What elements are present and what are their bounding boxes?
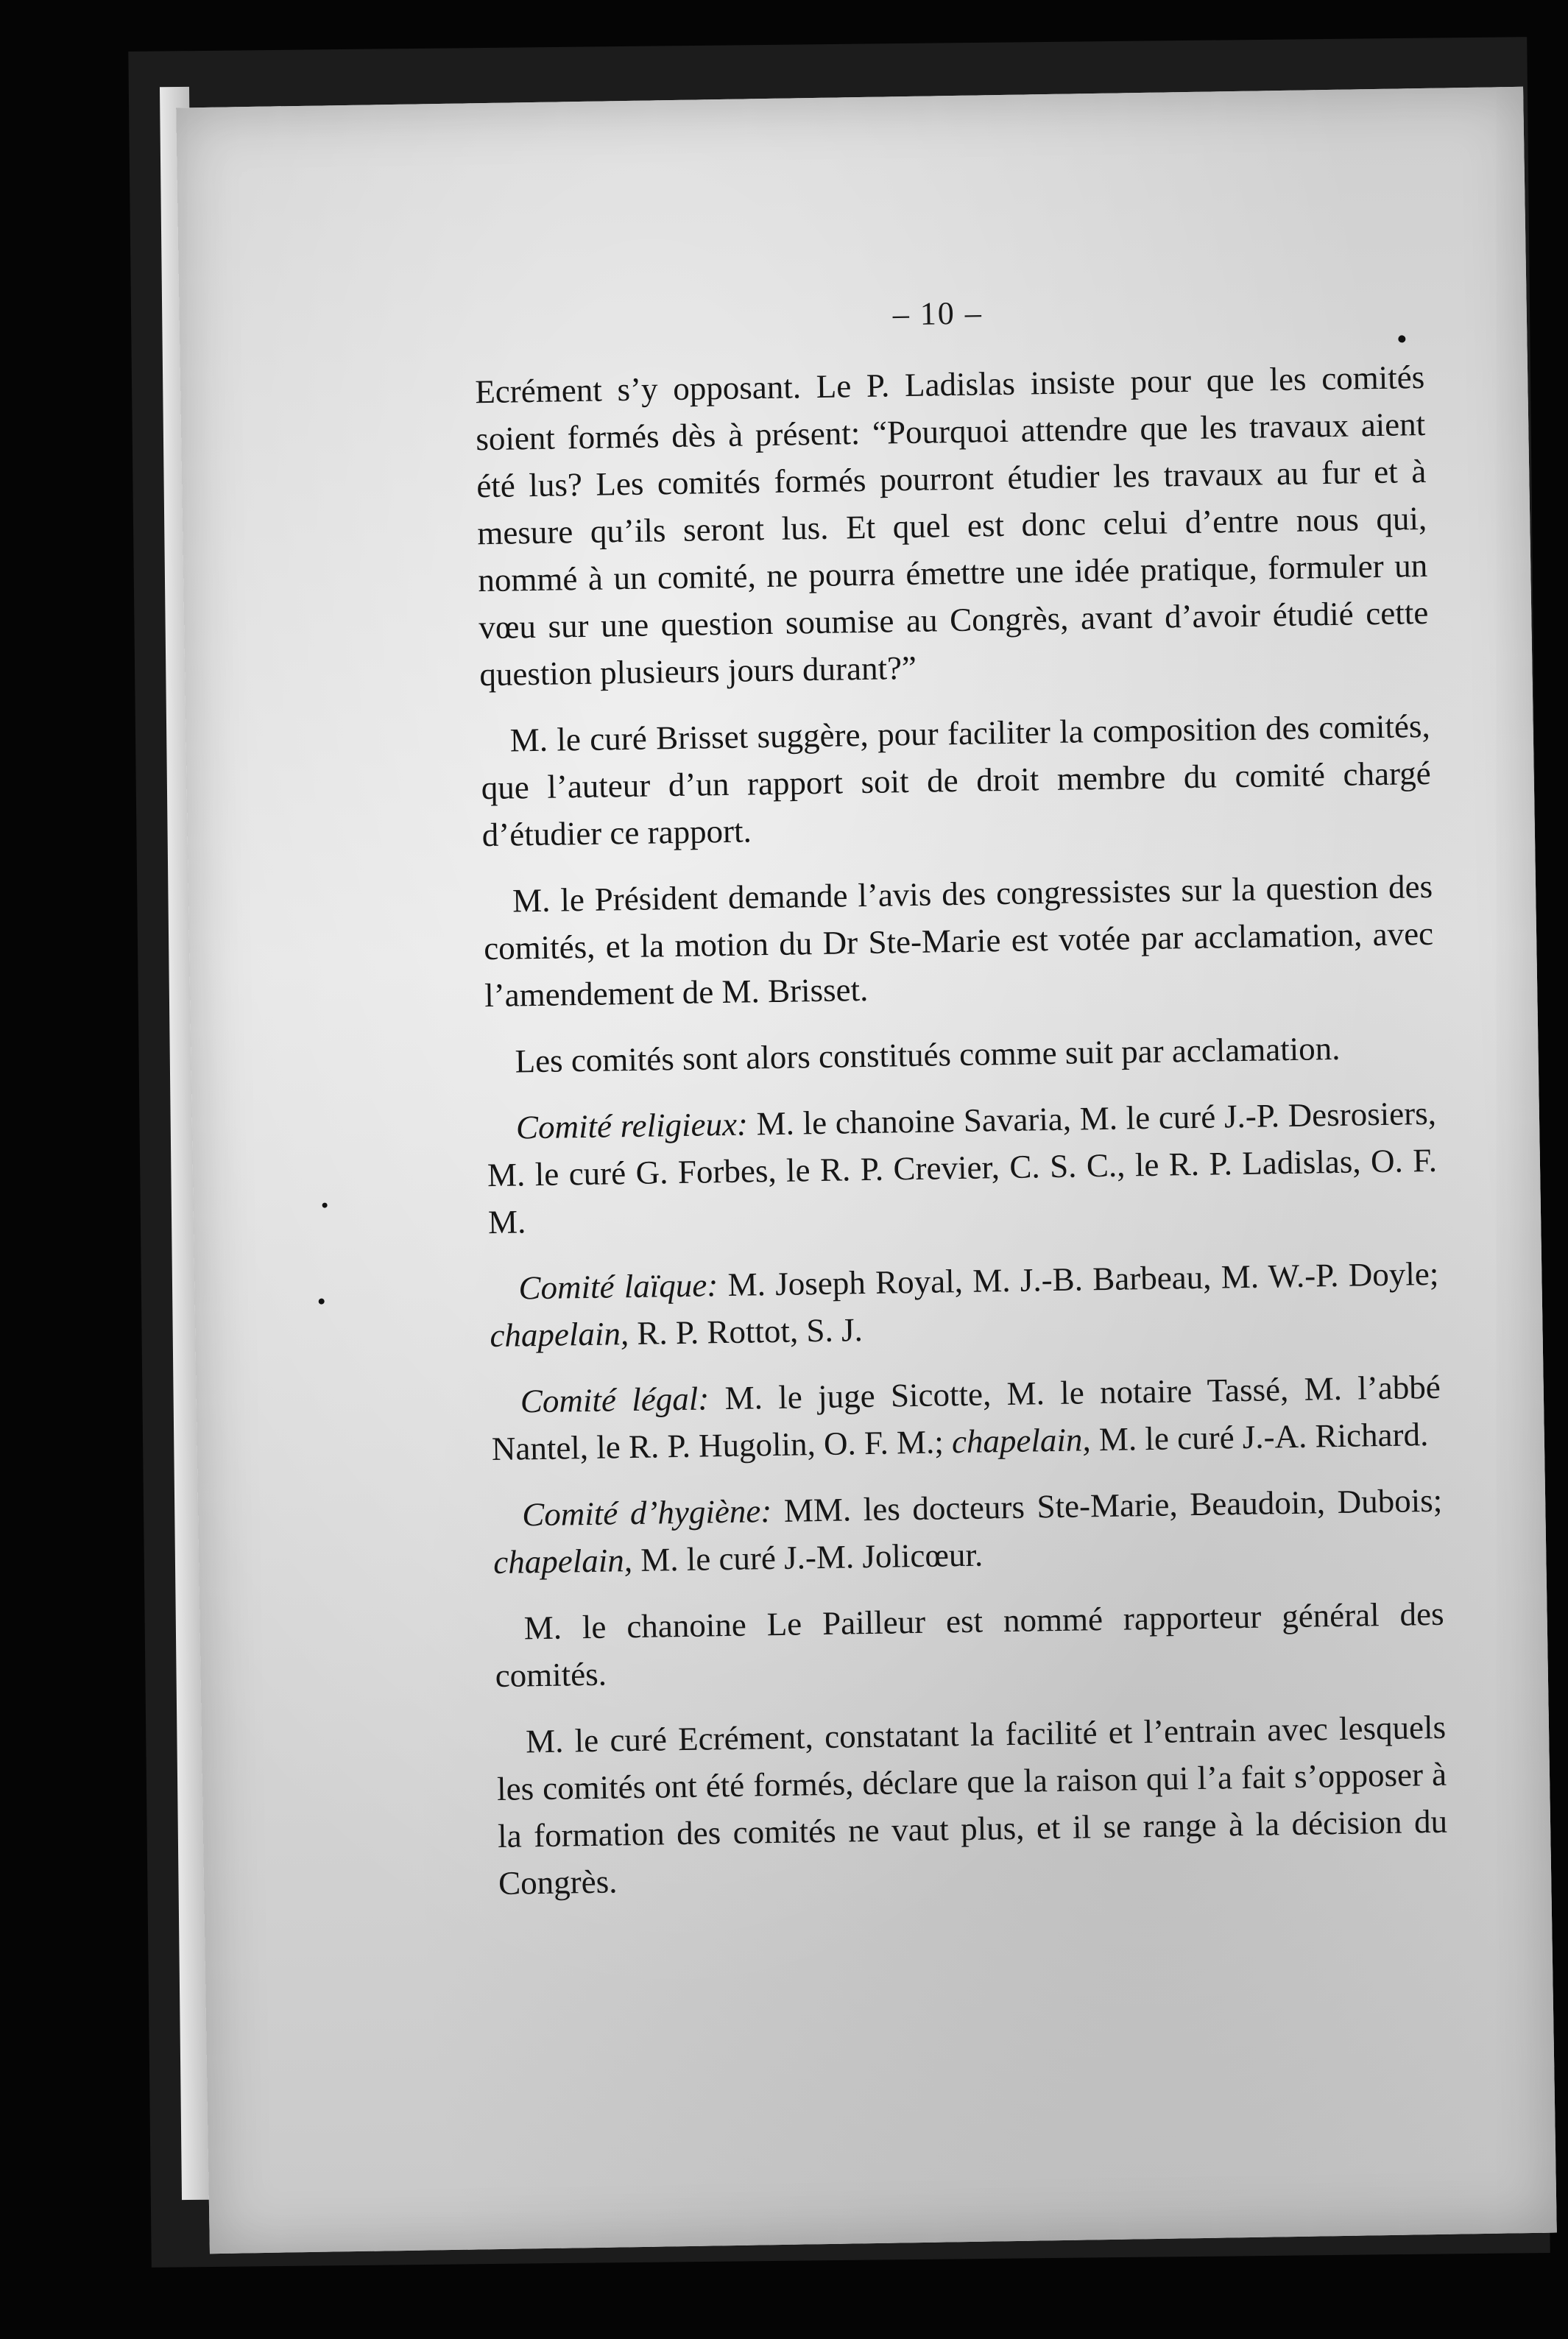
committee-hygiene-chaplain-label: chapelain, <box>492 1542 633 1581</box>
committee-religious-members: M. le chanoine Savaria, M. le curé J.-P. Desrosiers, M. le curé G. Forbes, le R. P. Crevier, C. S. C., le R. P. Ladislas, O. F. M. <box>487 1094 1438 1241</box>
committee-hygiene-members: MM. les docteurs Ste-Marie, Beaudoin, Dubois; <box>771 1481 1443 1530</box>
speck <box>322 1203 328 1208</box>
paragraph-conclusion: M. le curé Ecrément, constatant la facilité et l’entrain avec lesquels les comités ont été formés, déclare que la raison qui l’a fait s’opposer à la formation des comités ne vaut plus, et il se range à la décision du Congrès. <box>496 1708 1448 1902</box>
book-page <box>176 87 1557 2254</box>
committee-hygiene-chaplain: M. le curé J.-M. Jolicœur. <box>632 1536 983 1579</box>
committee-legal-members: M. le juge Sicotte, M. le notaire Tassé, M. l’abbé Nantel, le R. P. Hugolin, O. F. M.; <box>491 1368 1441 1468</box>
paragraph-4: Les comités sont alors constitués comme suit par acclamation. <box>515 1029 1341 1080</box>
committee-lay-label: Comité laïque: <box>518 1266 718 1307</box>
paragraph-3: M. le Président demande l’avis des congressistes sur la question des comités, et la motion du Dr Ste-Marie est votée par acclamation, avec l’amendement de M. Brisset. <box>483 867 1434 1015</box>
committee-lay-chaplain-label: chapelain, <box>490 1315 629 1355</box>
committee-legal-label: Comité légal: <box>520 1380 710 1420</box>
paragraph-2: M. le curé Brisset suggère, pour faciliter la composition des comités, que l’auteur d’un rapport soit de droit membre du comité chargé d’étudier ce rapport. <box>481 707 1432 854</box>
committee-lay <box>489 1250 1440 1359</box>
committee-lay-members: M. Joseph Royal, M. J.-B. Barbeau, M. W.-P. Doyle; <box>717 1255 1439 1304</box>
speck <box>1398 335 1405 342</box>
committee-hygiene-label: Comité d’hygiène: <box>521 1492 772 1534</box>
page-number: – 10 – <box>892 294 983 333</box>
committee-lay-chaplain: R. P. Rottot, S. J. <box>628 1311 864 1352</box>
committee-hygiene <box>492 1477 1444 1586</box>
committee-religious <box>487 1090 1438 1246</box>
committee-legal <box>490 1363 1441 1472</box>
committee-legal-chaplain-label: chapelain, <box>943 1421 1092 1461</box>
paragraph-1: Ecrément s’y opposant. Le P. Ladislas insiste pour que les comités soient formés dès à présent: “Pourquoi attendre que les travaux aient été lus? Les comités formés pourront étudier les travaux au fur et à mesure qu’ils seront lus. Et quel est donc celui d’entre nous qui, nommé à un comité, ne pourra émettre une idée pratique, formuler un vœu sur une question soumise au Congrès, avant d’avoir étudié cette question plusieurs jours durant?” <box>474 358 1429 694</box>
paragraph-rapporteur: M. le chanoine Le Pailleur est nommé rapporteur général des comités. <box>495 1595 1444 1695</box>
committee-religious-label: Comité religieux: <box>515 1105 749 1146</box>
speck <box>319 1299 325 1305</box>
page-body <box>475 353 1449 1926</box>
committee-legal-chaplain: M. le curé J.-A. Richard. <box>1090 1416 1429 1458</box>
